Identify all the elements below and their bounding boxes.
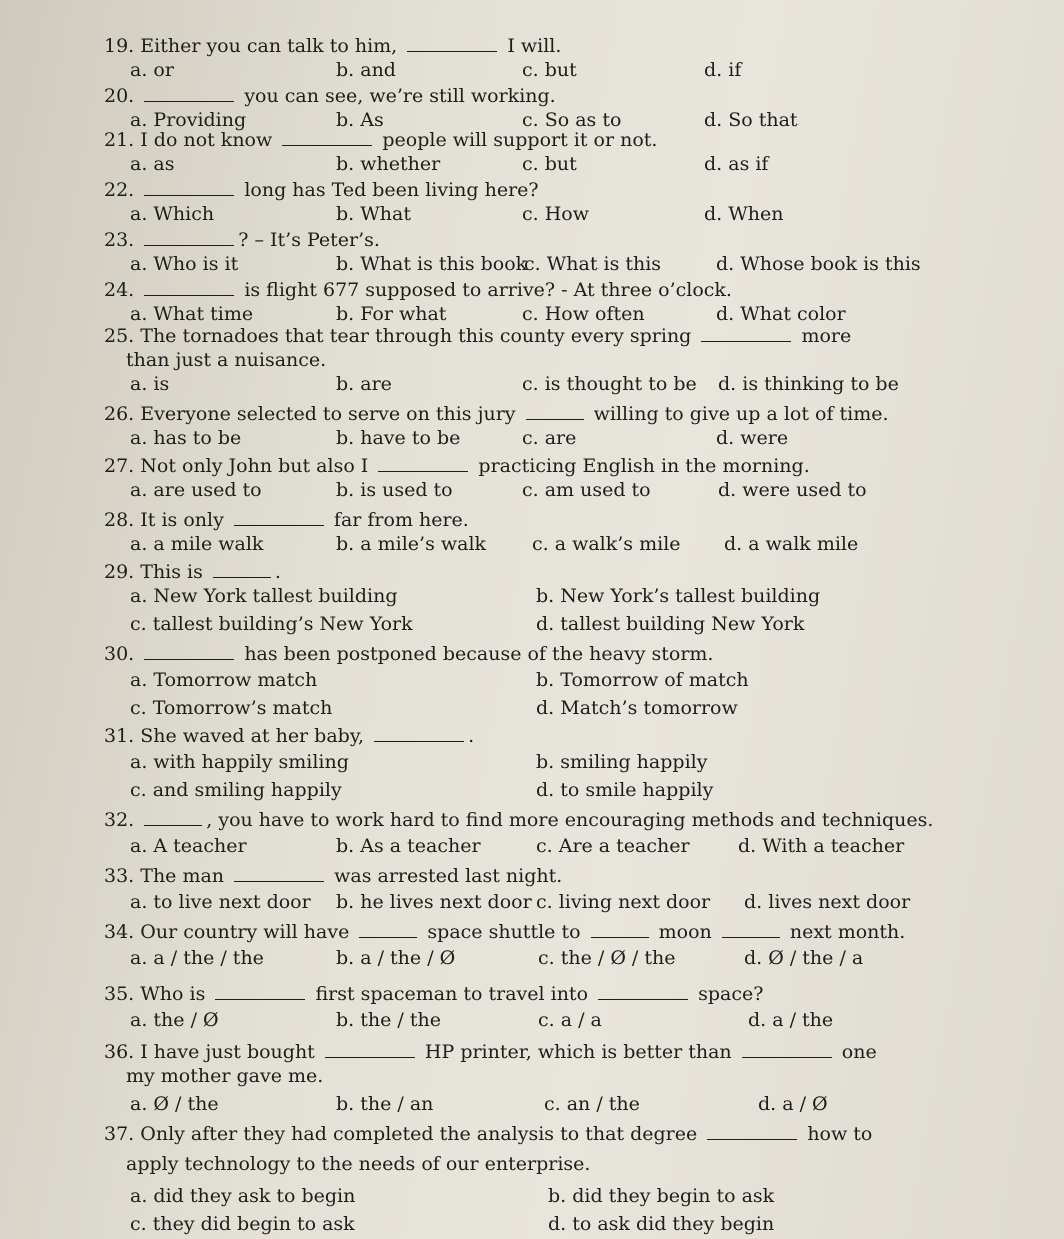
question-34: 34. Our country will have space shuttle to moon next month. a. a / the / the b. a / the / Ø c. the / Ø / the d. Ø / the / a <box>104 921 906 969</box>
option-b[interactable]: b. the / an <box>336 1093 434 1115</box>
option-c[interactable]: c. Are a teacher <box>536 835 690 857</box>
option-c[interactable]: c. How <box>522 203 589 225</box>
option-d[interactable]: d. Whose book is this <box>716 253 921 275</box>
option-c[interactable]: c. but <box>522 59 577 81</box>
question-32: 32. , you have to work hard to find more encouraging methods and techniques. a. A teacher b. As a teacher c. Are a teacher d. With a teacher <box>104 809 934 857</box>
option-a[interactable]: a. or <box>130 59 174 81</box>
question-27: 27. Not only John but also I practicing English in the morning. a. are used to b. is used to c. am used to d. were used to <box>104 455 867 501</box>
question-24: 24. is flight 677 supposed to arrive? - At three o’clock. a. What time b. For what c. How often d. What color <box>104 279 846 325</box>
option-a[interactable]: a. a / the / the <box>130 947 264 969</box>
option-d[interactable]: d. tallest building New York <box>536 613 805 635</box>
option-a[interactable]: a. as <box>130 153 175 175</box>
question-31: 31. She waved at her baby, . a. with happily smiling b. smiling happily c. and smiling happily d. to smile happily <box>104 725 714 801</box>
option-a[interactable]: a. A teacher <box>130 835 247 857</box>
option-c[interactable]: c. tallest building’s New York <box>130 613 413 635</box>
option-a[interactable]: a. a mile walk <box>130 533 264 555</box>
option-d[interactable]: d. if <box>704 59 742 81</box>
option-d[interactable]: d. a / Ø <box>758 1093 828 1115</box>
option-d[interactable]: d. With a teacher <box>738 835 905 857</box>
option-d[interactable]: d. So that <box>704 109 798 131</box>
option-c[interactable]: c. are <box>522 427 577 449</box>
option-d[interactable]: d. Ø / the / a <box>744 947 864 969</box>
option-d[interactable]: d. were used to <box>718 479 867 501</box>
question-33: 33. The man was arrested last night. a. to live next door b. he lives next door c. living next door d. lives next door <box>104 865 911 913</box>
option-a[interactable]: a. the / Ø <box>130 1009 219 1031</box>
option-b[interactable]: b. smiling happily <box>536 751 708 773</box>
option-d[interactable]: d. to smile happily <box>536 779 714 801</box>
option-b[interactable]: b. For what <box>336 303 447 325</box>
question-26: 26. Everyone selected to serve on this jury willing to give up a lot of time. a. has to be b. have to be c. are d. were <box>104 403 889 449</box>
option-a[interactable]: a. Ø / the <box>130 1093 219 1115</box>
question-22: 22. long has Ted been living here? a. Which b. What c. How d. When <box>104 179 784 225</box>
option-d[interactable]: d. a walk mile <box>724 533 859 555</box>
option-b[interactable]: b. the / the <box>336 1009 441 1031</box>
question-23: 23. ? – It’s Peter’s. a. Who is it b. What is this book c. What is this d. Whose book is this <box>104 229 921 275</box>
option-c[interactable]: c. but <box>522 153 577 175</box>
question-37: 37. Only after they had completed the analysis to that degree how to apply technology to the needs of our enterprise. a. did they ask to begin b. did they begin to ask c. they did begin to ask d. to ask did they begin <box>104 1123 873 1235</box>
option-b[interactable]: b. and <box>336 59 396 81</box>
option-c[interactable]: c. an / the <box>544 1093 640 1115</box>
option-c[interactable]: c. a walk’s mile <box>532 533 681 555</box>
option-b[interactable]: b. did they begin to ask <box>548 1185 775 1207</box>
option-d[interactable]: d. When <box>704 203 784 225</box>
option-c[interactable]: c. am used to <box>522 479 651 501</box>
option-a[interactable]: a. with happily smiling <box>130 751 349 773</box>
option-b[interactable]: b. he lives next door <box>336 891 532 913</box>
option-a[interactable]: a. to live next door <box>130 891 311 913</box>
question-19: 19. Either you can talk to him, I will. a. or b. and c. but d. if <box>104 35 742 81</box>
question-30: 30. has been postponed because of the heavy storm. a. Tomorrow match b. Tomorrow of match c. Tomorrow’s match d. Match’s tomorrow <box>104 643 749 719</box>
option-b[interactable]: b. Tomorrow of match <box>536 669 749 691</box>
option-b[interactable]: b. have to be <box>336 427 461 449</box>
option-c[interactable]: c. Tomorrow’s match <box>130 697 333 719</box>
option-d[interactable]: d. a / the <box>748 1009 834 1031</box>
option-d[interactable]: d. to ask did they begin <box>548 1213 775 1235</box>
question-28: 28. It is only far from here. a. a mile walk b. a mile’s walk c. a walk’s mile d. a walk mile <box>104 509 859 555</box>
option-a[interactable]: a. New York tallest building <box>130 585 398 607</box>
option-b[interactable]: b. are <box>336 373 392 395</box>
option-d[interactable]: d. as if <box>704 153 769 175</box>
option-d[interactable]: d. is thinking to be <box>718 373 899 395</box>
option-a[interactable]: a. did they ask to begin <box>130 1185 356 1207</box>
option-d[interactable]: d. were <box>716 427 789 449</box>
option-a[interactable]: a. Providing <box>130 109 247 131</box>
option-b[interactable]: b. As <box>336 109 384 131</box>
question-36: 36. I have just bought HP printer, which is better than one my mother gave me. a. Ø / the b. the / an c. an / the d. a / Ø <box>104 1041 877 1115</box>
option-c[interactable]: c. How often <box>522 303 645 325</box>
option-a[interactable]: a. Tomorrow match <box>130 669 318 691</box>
option-c[interactable]: c. What is this <box>524 253 662 275</box>
option-c[interactable]: c. is thought to be <box>522 373 697 395</box>
option-c[interactable]: c. and smiling happily <box>130 779 342 801</box>
question-29: 29. This is . a. New York tallest building b. New York’s tallest building c. tallest building’s New York d. tallest building New York <box>104 561 821 635</box>
option-c[interactable]: c. living next door <box>536 891 711 913</box>
option-b[interactable]: b. What <box>336 203 411 225</box>
option-b[interactable]: b. whether <box>336 153 441 175</box>
question-20: 20. you can see, we’re still working. a. Providing b. As c. So as to d. So that <box>104 85 798 131</box>
question-25: 25. The tornadoes that tear through this county every spring more than just a nuisance. a. is b. are c. is thought to be d. is thinking to be <box>104 325 899 395</box>
option-a[interactable]: a. What time <box>130 303 254 325</box>
option-c[interactable]: c. So as to <box>522 109 622 131</box>
option-b[interactable]: b. As a teacher <box>336 835 481 857</box>
option-a[interactable]: a. are used to <box>130 479 262 501</box>
option-b[interactable]: b. What is this book <box>336 253 528 275</box>
option-b[interactable]: b. a / the / Ø <box>336 947 456 969</box>
option-b[interactable]: b. a mile’s walk <box>336 533 487 555</box>
question-21: 21. I do not know people will support it or not. a. as b. whether c. but d. as if <box>104 129 769 175</box>
option-c[interactable]: c. a / a <box>538 1009 602 1031</box>
option-d[interactable]: d. What color <box>716 303 846 325</box>
question-35: 35. Who is first spaceman to travel into space? a. the / Ø b. the / the c. a / a d. a / the <box>104 983 834 1031</box>
option-d[interactable]: d. lives next door <box>744 891 911 913</box>
option-a[interactable]: a. Who is it <box>130 253 239 275</box>
option-a[interactable]: a. Which <box>130 203 215 225</box>
option-b[interactable]: b. is used to <box>336 479 453 501</box>
option-a[interactable]: a. has to be <box>130 427 242 449</box>
option-d[interactable]: d. Match’s tomorrow <box>536 697 738 719</box>
option-c[interactable]: c. the / Ø / the <box>538 947 676 969</box>
option-c[interactable]: c. they did begin to ask <box>130 1213 355 1235</box>
option-b[interactable]: b. New York’s tallest building <box>536 585 821 607</box>
option-a[interactable]: a. is <box>130 373 170 395</box>
